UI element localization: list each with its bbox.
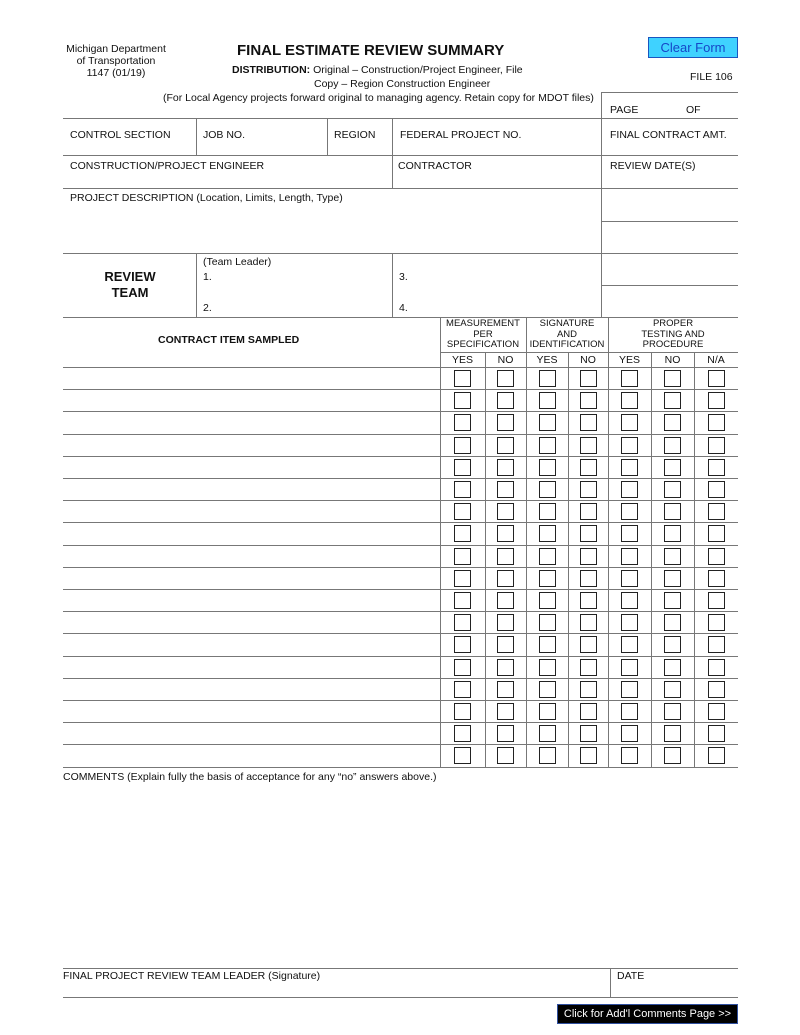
contract-item-input[interactable] [63,368,439,389]
subheader-signature-no: NO [580,354,596,366]
checkbox-testing-yes[interactable] [621,370,638,387]
contract-item-input[interactable] [63,546,439,567]
checkbox-signature-yes[interactable] [539,481,556,498]
checkbox-measurement-yes[interactable] [454,570,471,587]
checkbox-testing-no[interactable] [664,370,681,387]
checkbox-testing-na[interactable] [708,459,725,476]
checkbox-testing-na[interactable] [708,503,725,520]
checkbox-signature-no[interactable] [580,414,597,431]
checkbox-testing-no[interactable] [664,747,681,764]
contract-item-input[interactable] [63,634,439,655]
checkbox-measurement-no[interactable] [497,747,514,764]
checkbox-testing-no[interactable] [664,525,681,542]
checkbox-signature-yes[interactable] [539,747,556,764]
checkbox-measurement-yes[interactable] [454,636,471,653]
checkbox-testing-yes[interactable] [621,681,638,698]
checkbox-signature-no[interactable] [580,681,597,698]
contract-item-input[interactable] [63,701,439,722]
subheader-measurement-no: NO [497,354,514,366]
checkbox-signature-yes[interactable] [539,392,556,409]
checkbox-testing-yes[interactable] [621,747,638,764]
checkbox-testing-no[interactable] [664,414,681,431]
column-group-header-line: IDENTIFICATION [529,339,605,350]
signature-label: FINAL PROJECT REVIEW TEAM LEADER (Signature) [63,970,321,982]
checkbox-testing-yes[interactable] [621,659,638,676]
checkbox-measurement-yes[interactable] [454,703,471,720]
checkbox-signature-yes[interactable] [539,525,556,542]
checkbox-signature-no[interactable] [580,614,597,631]
checkbox-testing-no[interactable] [664,614,681,631]
checkbox-measurement-yes[interactable] [454,459,471,476]
contract-item-input[interactable] [63,412,439,433]
form-number: 1147 (01/19) [86,67,146,79]
checkbox-measurement-no[interactable] [497,681,514,698]
checkbox-signature-yes[interactable] [539,592,556,609]
file-number: FILE 106 [690,71,733,83]
checkbox-signature-no[interactable] [580,747,597,764]
checkbox-measurement-no[interactable] [497,459,514,476]
checkbox-testing-yes[interactable] [621,570,638,587]
checkbox-signature-no[interactable] [580,503,597,520]
checkbox-measurement-yes[interactable] [454,392,471,409]
column-group-header-line: PROCEDURE [642,339,704,350]
checkbox-testing-yes[interactable] [621,725,638,742]
checkbox-testing-yes[interactable] [621,503,638,520]
checkbox-testing-na[interactable] [708,725,725,742]
member-1-label: 1. [203,271,212,283]
checkbox-measurement-no[interactable] [497,548,514,565]
checkbox-testing-na[interactable] [708,681,725,698]
checkbox-testing-na[interactable] [708,481,725,498]
checkbox-measurement-no[interactable] [497,659,514,676]
subheader-testing-no: NO [664,354,681,366]
additional-comments-page-button[interactable]: Click for Add'l Comments Page >> [557,1004,738,1024]
checkbox-testing-yes[interactable] [621,459,638,476]
checkbox-measurement-yes[interactable] [454,614,471,631]
checkbox-signature-no[interactable] [580,570,597,587]
subheader-signature-yes: YES [536,354,558,366]
distribution-text: Original – Construction/Project Engineer, File [313,64,523,76]
clear-form-button[interactable]: Clear Form [648,37,738,58]
checkbox-signature-no[interactable] [580,370,597,387]
checkbox-measurement-no[interactable] [497,437,514,454]
checkbox-signature-no[interactable] [580,659,597,676]
checkbox-signature-no[interactable] [580,703,597,720]
checkbox-signature-no[interactable] [580,548,597,565]
checkbox-testing-no[interactable] [664,570,681,587]
checkbox-measurement-no[interactable] [497,614,514,631]
comments-label: COMMENTS (Explain fully the basis of acceptance for any “no” answers above.) [63,771,437,783]
column-group-header-line: TESTING AND [641,328,705,340]
checkbox-measurement-yes[interactable] [454,681,471,698]
checkbox-signature-no[interactable] [580,481,597,498]
federal-project-no-label: FEDERAL PROJECT NO. [400,129,522,141]
review-dates-label: REVIEW DATE(S) [610,160,696,172]
review-team-label [80,269,180,301]
contract-item-input[interactable] [63,745,439,766]
checkbox-measurement-no[interactable] [497,636,514,653]
contract-item-input[interactable] [63,390,439,411]
page-label: PAGE [610,104,639,116]
checkbox-measurement-yes[interactable] [454,481,471,498]
subheader-testing-na: N/A [707,354,725,366]
job-no-label: JOB NO. [203,129,246,141]
checkbox-testing-na[interactable] [708,659,725,676]
form-title: FINAL ESTIMATE REVIEW SUMMARY [237,42,505,59]
checkbox-signature-yes[interactable] [539,636,556,653]
review-team-label-2: TEAM [111,285,149,300]
distribution-line2: Copy – Region Construction Engineer [314,78,491,90]
column-group-header [526,319,608,351]
checkbox-testing-no[interactable] [664,503,681,520]
column-group-header-line: PROPER [652,318,694,329]
subheader-testing-yes: YES [618,354,640,366]
checkbox-testing-no[interactable] [664,681,681,698]
checkbox-signature-no[interactable] [580,437,597,454]
checkbox-signature-yes[interactable] [539,725,556,742]
checkbox-testing-yes[interactable] [621,636,638,653]
distribution-label: DISTRIBUTION: [232,64,311,76]
checkbox-measurement-no[interactable] [497,725,514,742]
contract-item-input[interactable] [63,590,439,611]
review-team-label-1: REVIEW [104,269,156,284]
checkbox-measurement-yes[interactable] [454,592,471,609]
checkbox-testing-yes[interactable] [621,414,638,431]
checkbox-testing-no[interactable] [664,592,681,609]
checkbox-measurement-no[interactable] [497,525,514,542]
checkbox-testing-no[interactable] [664,659,681,676]
local-agency-note: (For Local Agency projects forward original to managing agency. Retain copy for MDOT files) [163,92,594,104]
checkbox-signature-yes[interactable] [539,437,556,454]
checkbox-testing-yes[interactable] [621,614,638,631]
checkbox-testing-yes[interactable] [621,525,638,542]
checkbox-signature-no[interactable] [580,392,597,409]
checkbox-measurement-no[interactable] [497,392,514,409]
checkbox-testing-no[interactable] [664,725,681,742]
date-label: DATE [617,970,645,982]
checkbox-measurement-no[interactable] [497,503,514,520]
checkbox-testing-no[interactable] [664,481,681,498]
checkbox-signature-yes[interactable] [539,459,556,476]
checkbox-testing-na[interactable] [708,614,725,631]
checkbox-testing-yes[interactable] [621,481,638,498]
contract-item-input[interactable] [63,435,439,456]
checkbox-signature-no[interactable] [580,459,597,476]
checkbox-measurement-yes[interactable] [454,414,471,431]
team-leader-label: (Team Leader) [203,256,272,268]
checkbox-measurement-yes[interactable] [454,370,471,387]
contractor-label: CONTRACTOR [398,160,472,172]
column-group-header [608,319,738,351]
checkbox-measurement-yes[interactable] [454,747,471,764]
region-label: REGION [334,129,376,141]
checkbox-measurement-no[interactable] [497,414,514,431]
checkbox-testing-na[interactable] [708,570,725,587]
agency-block [55,43,177,79]
checkbox-measurement-no[interactable] [497,703,514,720]
checkbox-measurement-no[interactable] [497,370,514,387]
checkbox-testing-na[interactable] [708,548,725,565]
checkbox-measurement-yes[interactable] [454,548,471,565]
control-section-label: CONTROL SECTION [70,129,171,141]
engineer-label: CONSTRUCTION/PROJECT ENGINEER [70,160,265,172]
checkbox-signature-yes[interactable] [539,703,556,720]
checkbox-measurement-yes[interactable] [454,437,471,454]
checkbox-testing-na[interactable] [708,636,725,653]
distribution-line1 [232,64,523,76]
checkbox-testing-yes[interactable] [621,592,638,609]
checkbox-testing-yes[interactable] [621,392,638,409]
checkbox-measurement-yes[interactable] [454,659,471,676]
column-group-header-line: SIGNATURE [539,318,595,329]
contract-item-input[interactable] [63,723,439,744]
member-2-label: 2. [203,302,212,314]
checkbox-testing-no[interactable] [664,459,681,476]
agency-name-2: of Transportation [76,55,156,67]
contract-item-input[interactable] [63,523,439,544]
column-group-header-line: AND [556,328,578,340]
checkbox-measurement-no[interactable] [497,481,514,498]
checkbox-testing-na[interactable] [708,525,725,542]
checkbox-testing-na[interactable] [708,370,725,387]
checkbox-signature-no[interactable] [580,592,597,609]
checkbox-measurement-yes[interactable] [454,525,471,542]
checkbox-testing-yes[interactable] [621,437,638,454]
column-group-header [440,319,526,351]
checkbox-signature-no[interactable] [580,525,597,542]
contract-item-input[interactable] [63,479,439,500]
contract-item-input[interactable] [63,568,439,589]
checkbox-testing-no[interactable] [664,437,681,454]
checkbox-signature-yes[interactable] [539,570,556,587]
agency-name: Michigan Department [66,43,166,55]
checkbox-signature-no[interactable] [580,725,597,742]
checkbox-testing-yes[interactable] [621,548,638,565]
contract-item-input[interactable] [63,501,439,522]
member-4-label: 4. [399,302,408,314]
checkbox-testing-na[interactable] [708,414,725,431]
checkbox-testing-no[interactable] [664,636,681,653]
checkbox-measurement-yes[interactable] [454,503,471,520]
checkbox-testing-no[interactable] [664,548,681,565]
checkbox-signature-no[interactable] [580,636,597,653]
checkbox-testing-na[interactable] [708,703,725,720]
contract-item-input[interactable] [63,612,439,633]
checkbox-measurement-no[interactable] [497,592,514,609]
of-label: OF [686,104,701,116]
checkbox-testing-na[interactable] [708,592,725,609]
checkbox-signature-yes[interactable] [539,681,556,698]
checkbox-testing-na[interactable] [708,392,725,409]
column-group-header-line: PER [473,328,493,340]
project-description-label: PROJECT DESCRIPTION (Location, Limits, Length, Type) [70,192,343,204]
checkbox-measurement-no[interactable] [497,570,514,587]
member-3-label: 3. [399,271,408,283]
checkbox-signature-yes[interactable] [539,659,556,676]
checkbox-signature-yes[interactable] [539,548,556,565]
contract-item-input[interactable] [63,457,439,478]
contract-item-input[interactable] [63,657,439,678]
subheader-measurement-yes: YES [451,354,473,366]
checkbox-testing-yes[interactable] [621,703,638,720]
checkbox-signature-yes[interactable] [539,503,556,520]
column-group-header-line: MEASUREMENT [446,318,520,329]
checkbox-signature-yes[interactable] [539,414,556,431]
checkbox-testing-no[interactable] [664,703,681,720]
checkbox-testing-na[interactable] [708,747,725,764]
column-group-header-line: SPECIFICATION [446,339,520,350]
checkbox-signature-yes[interactable] [539,370,556,387]
contract-item-header: CONTRACT ITEM SAMPLED [158,334,300,346]
checkbox-testing-na[interactable] [708,437,725,454]
contract-item-input[interactable] [63,679,439,700]
checkbox-measurement-yes[interactable] [454,725,471,742]
checkbox-signature-yes[interactable] [539,614,556,631]
checkbox-testing-no[interactable] [664,392,681,409]
final-contract-amt-label: FINAL CONTRACT AMT. [610,129,727,141]
